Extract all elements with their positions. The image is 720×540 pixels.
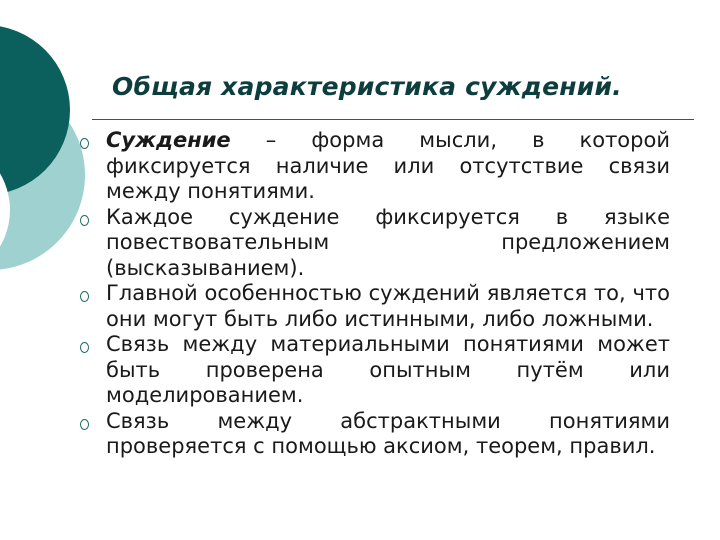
- bullet-item-5: [78, 409, 670, 460]
- bullet-item-2: [78, 205, 670, 282]
- bullet-item-3: [78, 281, 670, 332]
- bullet-circle-icon: [80, 291, 89, 302]
- bullet-item-1: [78, 128, 670, 205]
- bullet-text: Каждое суждение фиксируется в языке повествовательным предложением (высказыванием).: [106, 204, 670, 280]
- slide-title: Общая характеристика суждений.: [112, 72, 622, 101]
- bullet-term: Суждение: [106, 128, 231, 152]
- bullet-circle-icon: [80, 138, 89, 149]
- bullet-text: Связь между абстрактными понятиями проверяется с помощью аксиом, теорем, правил.: [106, 408, 670, 458]
- bullet-circle-icon: [80, 342, 89, 353]
- bullet-text: – форма мысли, в которой фиксируется наличие или отсутствие связи между понятиями.: [106, 128, 670, 203]
- bullet-list: [78, 128, 670, 460]
- bullet-text: Главной особенностью суждений является то, что они могут быть либо истинными, либо ложными.: [106, 281, 670, 331]
- bullet-circle-icon: [80, 215, 89, 226]
- title-underline: [92, 119, 694, 120]
- bullet-item-4: [78, 332, 670, 409]
- bullet-text: Связь между материальными понятиями может быть проверена опытным путём или моделированием.: [106, 332, 670, 407]
- bullet-circle-icon: [80, 419, 89, 430]
